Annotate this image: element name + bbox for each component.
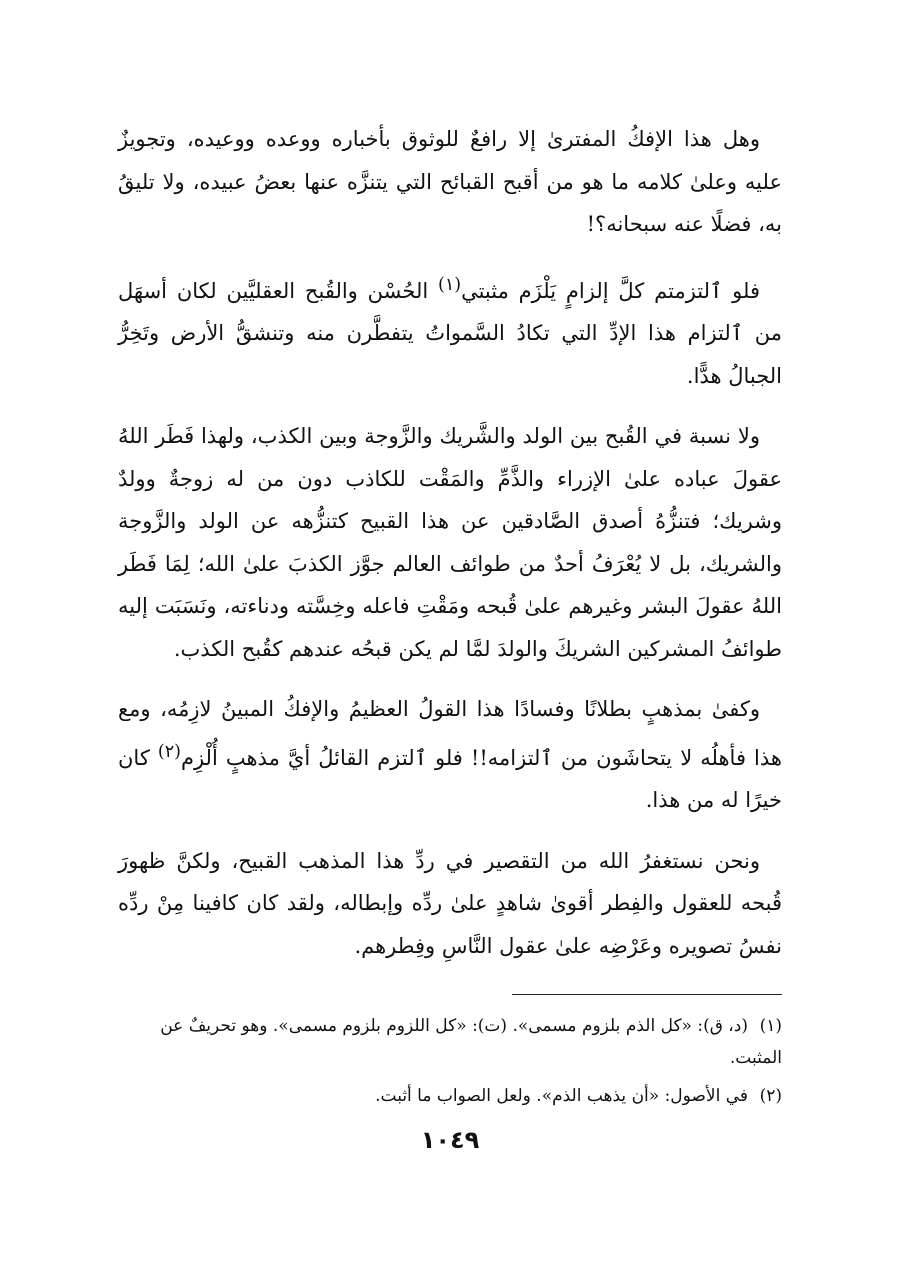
paragraph-4-text-end: كان خيرًا له من هذا. [118, 745, 782, 812]
paragraph-2 [118, 264, 782, 398]
paragraph-1-text: وهل هذا الإفكُ المفترىٰ إلا رافعٌ للوثوق بأخباره ووعده ووعيده، وتجويزٌ عليه وعلىٰ كلامه ما هو من أقبح القبائح التي يتنزَّه عنها بعضُ عبيده، ولا تليقُ به، فضلًا عنه سبحانه؟! [118, 127, 782, 236]
paragraph-2-text-end: الحُسْن والقُبح العقليَّين لكان أسهَل من ٱلتزام هذا الإدِّ التي تكادُ السَّمواتُ يتفطَّرن منه وتنشقُّ الأرض وتَخِرُّ الجبالُ هدًّا. [118, 278, 782, 388]
paragraph-5-text: ونحن نستغفرُ الله من التقصير في ردِّ هذا المذهب القبيح، ولكنَّ ظهورَ قُبحه للعقول والفِطر أقوىٰ شاهدٍ علىٰ ردِّه وإبطاله، ولقد كان كافينا مِنْ ردِّه نفسُ تصويره وعَرْضِه علىٰ عقول النَّاسِ وفِطرهم. [118, 848, 782, 958]
paragraph-4 [118, 688, 782, 822]
paragraph-3 [118, 415, 782, 670]
footnote-ref-1[interactable]: (١) [438, 274, 462, 295]
footnote-text: في الأصول: «أن يذهب الذم». ولعل الصواب ما أثبت. [375, 1086, 748, 1106]
page-body [118, 118, 782, 985]
footnote-text: (د، ق): «كل الذم بلزوم مسمى». (ت): «كل اللزوم بلزوم مسمى». وهو تحريفٌ عن المثبت. [160, 1016, 782, 1068]
footnotes [118, 1010, 782, 1118]
paragraph-3-text: ولا نسبة في القُبح بين الولد والشَّريك والزَّوجة وبين الكذب، ولهذا فَطَر اللهُ عقولَ عباده علىٰ الإزراء والذَّمِّ والمَقْت للكاذب دون من له زوجةٌ وولدٌ وشريك؛ فتنزُّهُ أصدق الصَّادقين عن هذا القبيح كتنزُّهه عن الولد والزَّوجة والشريك، بل لا يُعْرَفُ أحدٌ من طوائف العالم جوَّز الكذبَ علىٰ الله؛ لِمَا فَطَر اللهُ عقولَ البشر وغيرهم علىٰ قُبحه ومَقْتِ فاعله وخِسَّته ودناءته، ونَسَبَت إليه طوائفُ المشركين الشريكَ والولدَ لمَّا لم يكن قبحُه عندهم كقُبح الكذب. [118, 424, 782, 661]
footnote-1 [118, 1010, 782, 1074]
paragraph-2-text-start: فلو ٱلتزمتم كلَّ إلزامٍ يَلْزَم مثبتي [461, 278, 760, 303]
footnote-2 [118, 1080, 782, 1112]
footnote-ref-2[interactable]: (٢) [157, 741, 181, 762]
footnote-divider [512, 994, 782, 995]
footnote-number: (٢) [759, 1086, 782, 1106]
paragraph-5 [118, 840, 782, 968]
footnote-number: (١) [759, 1016, 782, 1036]
paragraph-1 [118, 118, 782, 246]
page-number: ١٠٤٩ [420, 1126, 480, 1154]
paragraph-4-text-start: وكفىٰ بمذهبٍ بطلانًا وفسادًا هذا القولُ العظيمُ والإفكُ المبينُ لازِمُه، ومع هذا فأهلُه لا يتحاشَون من ٱلتزامه!! فلو ٱلتزم القائلُ أيَّ مذهبٍ أُلْزِم [118, 697, 782, 770]
